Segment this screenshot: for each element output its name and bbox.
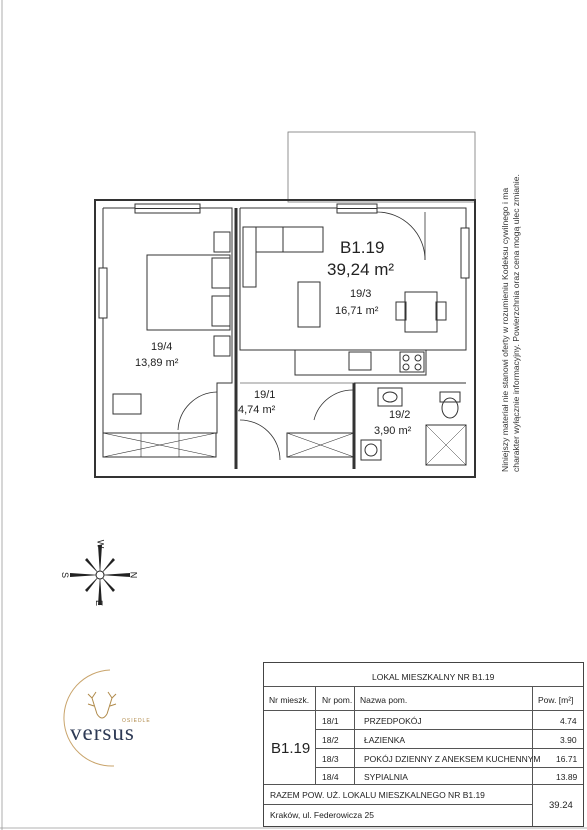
compass-s: S	[60, 571, 71, 579]
compass-w: W	[95, 539, 106, 549]
row-2-name: ŁAZIENKA	[364, 735, 406, 745]
row-1-no: 18/1	[322, 716, 339, 726]
header-name: Nazwa pom.	[360, 695, 408, 705]
total-label: RAZEM POW. UŻ. LOKALU MIESZKALNEGO NR B1.19	[270, 790, 485, 800]
row-2-area: 3.90	[560, 735, 577, 745]
row-4-name: SYPIALNIA	[364, 772, 408, 782]
room-number-19-4: 19/4	[151, 341, 173, 353]
row-3-name: POKÓJ DZIENNY Z ANEKSEM KUCHENNYM	[364, 754, 541, 764]
row-4-area: 13.89	[556, 772, 578, 782]
compass-e: E	[94, 599, 105, 607]
logo-name: versus	[70, 720, 135, 745]
room-area-19-1: 4,74 m²	[238, 404, 276, 416]
room-number-19-3: 19/3	[350, 288, 372, 300]
room-area-19-2: 3,90 m²	[374, 425, 412, 437]
address: Kraków, ul. Federowicza 25	[270, 810, 374, 820]
table-title: LOKAL MIESZKALNY NR B1.19	[372, 672, 495, 682]
row-1-name: PRZEDPOKÓJ	[364, 716, 422, 726]
header-unit: Nr mieszk.	[269, 695, 310, 705]
logo-small-text: OSIEDLE	[122, 718, 151, 724]
header-area: Pow. [m²]	[538, 695, 574, 705]
row-3-no: 18/3	[322, 754, 339, 764]
versus-logo-icon	[52, 668, 172, 768]
row-4-no: 18/4	[322, 772, 339, 782]
room-area-19-4: 13,89 m²	[135, 357, 179, 369]
header-room: Nr pom.	[322, 695, 353, 705]
compass-n: N	[128, 571, 139, 579]
disclaimer-text: Niniejszy materiał nie stanowi oferty w rozumieniu Kodeksu cywilnego i ma charakter wyłącznie informacyjny. Powierzchnia oraz cena mogą ulec zmianie.	[500, 174, 521, 472]
room-number-19-2: 19/2	[389, 409, 411, 421]
room-number-19-1: 19/1	[254, 389, 276, 401]
row-2-no: 18/2	[322, 735, 339, 745]
unit-id-label: B1.19	[340, 238, 385, 257]
area-table	[263, 662, 584, 827]
table-unit-id: B1.19	[271, 740, 311, 757]
row-1-area: 4.74	[560, 716, 577, 726]
room-area-19-3: 16,71 m²	[335, 305, 379, 317]
unit-area-label: 39,24 m²	[327, 260, 395, 279]
row-3-area: 16.71	[556, 754, 578, 764]
total-value: 39.24	[549, 800, 573, 811]
